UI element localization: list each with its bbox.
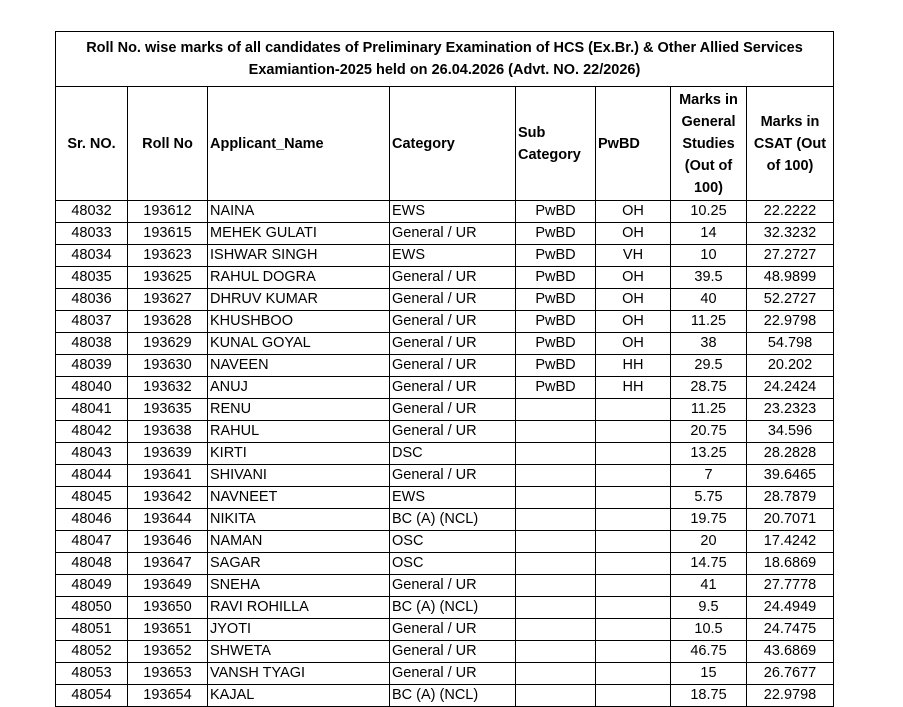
cell-marks-csat: 24.7475	[747, 619, 834, 641]
cell-marks-gs: 46.75	[671, 641, 747, 663]
col-header-marks-csat: Marks in CSAT (Out of 100)	[747, 87, 834, 201]
cell-roll-no: 193632	[128, 377, 208, 399]
cell-sub-category: PwBD	[516, 311, 596, 333]
cell-marks-csat: 52.2727	[747, 289, 834, 311]
col-header-marks-gs: Marks in General Studies (Out of 100)	[671, 87, 747, 201]
cell-sub-category	[516, 509, 596, 531]
cell-applicant-name: NAINA	[208, 201, 390, 223]
table-row	[56, 311, 834, 333]
cell-sub-category: PwBD	[516, 267, 596, 289]
cell-category: General / UR	[390, 465, 516, 487]
cell-roll-no: 193651	[128, 619, 208, 641]
cell-applicant-name: NIKITA	[208, 509, 390, 531]
cell-marks-csat: 20.7071	[747, 509, 834, 531]
cell-category: General / UR	[390, 289, 516, 311]
cell-sr-no: 48053	[56, 663, 128, 685]
table-row	[56, 443, 834, 465]
cell-marks-csat: 22.9798	[747, 685, 834, 707]
cell-roll-no: 193638	[128, 421, 208, 443]
table-row	[56, 487, 834, 509]
cell-sub-category	[516, 597, 596, 619]
cell-pwbd	[596, 487, 671, 509]
cell-marks-gs: 10	[671, 245, 747, 267]
cell-marks-csat: 22.2222	[747, 201, 834, 223]
cell-applicant-name: KAJAL	[208, 685, 390, 707]
col-header-applicant-name: Applicant_Name	[208, 87, 390, 201]
cell-sr-no: 48044	[56, 465, 128, 487]
cell-marks-csat: 48.9899	[747, 267, 834, 289]
cell-sub-category	[516, 663, 596, 685]
cell-sub-category: PwBD	[516, 289, 596, 311]
cell-applicant-name: RENU	[208, 399, 390, 421]
cell-pwbd	[596, 465, 671, 487]
cell-roll-no: 193623	[128, 245, 208, 267]
cell-sr-no: 48047	[56, 531, 128, 553]
cell-pwbd	[596, 597, 671, 619]
cell-marks-csat: 27.2727	[747, 245, 834, 267]
cell-category: OSC	[390, 553, 516, 575]
cell-marks-gs: 11.25	[671, 399, 747, 421]
cell-category: General / UR	[390, 311, 516, 333]
cell-sub-category	[516, 465, 596, 487]
cell-pwbd: HH	[596, 377, 671, 399]
cell-category: General / UR	[390, 377, 516, 399]
cell-pwbd: VH	[596, 245, 671, 267]
cell-applicant-name: ANUJ	[208, 377, 390, 399]
cell-roll-no: 193612	[128, 201, 208, 223]
cell-category: EWS	[390, 245, 516, 267]
cell-roll-no: 193644	[128, 509, 208, 531]
cell-sr-no: 48034	[56, 245, 128, 267]
cell-marks-csat: 27.7778	[747, 575, 834, 597]
cell-roll-no: 193653	[128, 663, 208, 685]
table-row	[56, 201, 834, 223]
cell-sub-category: PwBD	[516, 245, 596, 267]
cell-category: OSC	[390, 531, 516, 553]
cell-pwbd	[596, 641, 671, 663]
cell-marks-gs: 15	[671, 663, 747, 685]
cell-sr-no: 48049	[56, 575, 128, 597]
cell-pwbd	[596, 421, 671, 443]
cell-sr-no: 48038	[56, 333, 128, 355]
cell-applicant-name: SHIVANI	[208, 465, 390, 487]
cell-pwbd	[596, 619, 671, 641]
cell-applicant-name: JYOTI	[208, 619, 390, 641]
cell-sr-no: 48043	[56, 443, 128, 465]
cell-pwbd	[596, 399, 671, 421]
cell-sub-category: PwBD	[516, 223, 596, 245]
cell-sr-no: 48045	[56, 487, 128, 509]
col-header-roll-no: Roll No	[128, 87, 208, 201]
marks-table	[55, 31, 834, 707]
cell-roll-no: 193649	[128, 575, 208, 597]
cell-marks-csat: 34.596	[747, 421, 834, 443]
cell-category: General / UR	[390, 575, 516, 597]
table-row	[56, 575, 834, 597]
cell-applicant-name: NAMAN	[208, 531, 390, 553]
cell-marks-gs: 10.25	[671, 201, 747, 223]
cell-sr-no: 48040	[56, 377, 128, 399]
cell-sr-no: 48041	[56, 399, 128, 421]
table-row	[56, 421, 834, 443]
cell-roll-no: 193654	[128, 685, 208, 707]
col-header-sr-no: Sr. NO.	[56, 87, 128, 201]
cell-applicant-name: RAHUL	[208, 421, 390, 443]
cell-marks-gs: 28.75	[671, 377, 747, 399]
cell-applicant-name: ISHWAR SINGH	[208, 245, 390, 267]
table-row	[56, 509, 834, 531]
cell-category: BC (A) (NCL)	[390, 597, 516, 619]
cell-marks-gs: 41	[671, 575, 747, 597]
cell-sr-no: 48033	[56, 223, 128, 245]
cell-marks-csat: 26.7677	[747, 663, 834, 685]
cell-pwbd: OH	[596, 289, 671, 311]
cell-pwbd	[596, 575, 671, 597]
title-line-2: Examiantion-2025 held on 26.04.2026 (Advt. NO. 22/2026)	[248, 62, 641, 78]
col-header-category: Category	[390, 87, 516, 201]
table-row	[56, 377, 834, 399]
cell-pwbd: HH	[596, 355, 671, 377]
title-row	[56, 32, 834, 87]
cell-marks-gs: 40	[671, 289, 747, 311]
cell-roll-no: 193627	[128, 289, 208, 311]
cell-marks-gs: 18.75	[671, 685, 747, 707]
table-row	[56, 663, 834, 685]
cell-applicant-name: KHUSHBOO	[208, 311, 390, 333]
cell-sub-category: PwBD	[516, 355, 596, 377]
cell-sub-category	[516, 553, 596, 575]
cell-category: General / UR	[390, 267, 516, 289]
cell-sub-category	[516, 421, 596, 443]
cell-pwbd: OH	[596, 201, 671, 223]
cell-pwbd	[596, 509, 671, 531]
cell-applicant-name: SAGAR	[208, 553, 390, 575]
cell-pwbd	[596, 685, 671, 707]
header-row	[56, 87, 834, 201]
cell-roll-no: 193641	[128, 465, 208, 487]
cell-sub-category	[516, 641, 596, 663]
cell-category: General / UR	[390, 399, 516, 421]
cell-roll-no: 193629	[128, 333, 208, 355]
cell-category: General / UR	[390, 663, 516, 685]
cell-marks-csat: 39.6465	[747, 465, 834, 487]
cell-sr-no: 48032	[56, 201, 128, 223]
cell-category: General / UR	[390, 223, 516, 245]
cell-marks-gs: 7	[671, 465, 747, 487]
table-row	[56, 245, 834, 267]
table-row	[56, 289, 834, 311]
cell-marks-csat: 28.7879	[747, 487, 834, 509]
cell-marks-gs: 13.25	[671, 443, 747, 465]
cell-marks-csat: 24.2424	[747, 377, 834, 399]
cell-roll-no: 193635	[128, 399, 208, 421]
cell-roll-no: 193630	[128, 355, 208, 377]
cell-marks-csat: 23.2323	[747, 399, 834, 421]
cell-pwbd: OH	[596, 311, 671, 333]
cell-sub-category	[516, 685, 596, 707]
table-body	[56, 201, 834, 707]
cell-pwbd	[596, 663, 671, 685]
table-row	[56, 531, 834, 553]
cell-pwbd: OH	[596, 333, 671, 355]
cell-sub-category	[516, 399, 596, 421]
cell-marks-csat: 20.202	[747, 355, 834, 377]
cell-roll-no: 193639	[128, 443, 208, 465]
cell-category: BC (A) (NCL)	[390, 685, 516, 707]
cell-marks-gs: 19.75	[671, 509, 747, 531]
table-row	[56, 399, 834, 421]
cell-sub-category	[516, 443, 596, 465]
cell-marks-csat: 18.6869	[747, 553, 834, 575]
cell-roll-no: 193650	[128, 597, 208, 619]
cell-roll-no: 193615	[128, 223, 208, 245]
cell-marks-gs: 14	[671, 223, 747, 245]
cell-sr-no: 48036	[56, 289, 128, 311]
cell-roll-no: 193652	[128, 641, 208, 663]
cell-sub-category	[516, 487, 596, 509]
page-title	[56, 32, 834, 87]
cell-pwbd	[596, 443, 671, 465]
cell-applicant-name: NAVEEN	[208, 355, 390, 377]
cell-sub-category: PwBD	[516, 333, 596, 355]
cell-sr-no: 48037	[56, 311, 128, 333]
cell-applicant-name: NAVNEET	[208, 487, 390, 509]
cell-sr-no: 48051	[56, 619, 128, 641]
cell-roll-no: 193625	[128, 267, 208, 289]
cell-applicant-name: KUNAL GOYAL	[208, 333, 390, 355]
marks-sheet	[55, 31, 834, 707]
cell-pwbd: OH	[596, 267, 671, 289]
cell-category: EWS	[390, 201, 516, 223]
cell-sr-no: 48035	[56, 267, 128, 289]
cell-marks-gs: 14.75	[671, 553, 747, 575]
cell-roll-no: 193628	[128, 311, 208, 333]
col-header-sub-category: Sub Category	[516, 87, 596, 201]
table-row	[56, 267, 834, 289]
table-row	[56, 465, 834, 487]
cell-applicant-name: DHRUV KUMAR	[208, 289, 390, 311]
cell-marks-gs: 10.5	[671, 619, 747, 641]
cell-marks-csat: 54.798	[747, 333, 834, 355]
cell-applicant-name: KIRTI	[208, 443, 390, 465]
cell-applicant-name: SHWETA	[208, 641, 390, 663]
table-row	[56, 553, 834, 575]
cell-marks-csat: 24.4949	[747, 597, 834, 619]
cell-marks-gs: 9.5	[671, 597, 747, 619]
table-row	[56, 355, 834, 377]
cell-marks-csat: 43.6869	[747, 641, 834, 663]
table-row	[56, 223, 834, 245]
cell-pwbd	[596, 531, 671, 553]
cell-marks-gs: 29.5	[671, 355, 747, 377]
cell-sub-category	[516, 619, 596, 641]
cell-marks-csat: 22.9798	[747, 311, 834, 333]
cell-applicant-name: VANSH TYAGI	[208, 663, 390, 685]
cell-sub-category: PwBD	[516, 201, 596, 223]
cell-marks-csat: 28.2828	[747, 443, 834, 465]
cell-category: General / UR	[390, 421, 516, 443]
cell-pwbd	[596, 553, 671, 575]
table-row	[56, 685, 834, 707]
cell-category: General / UR	[390, 641, 516, 663]
cell-marks-gs: 39.5	[671, 267, 747, 289]
cell-category: BC (A) (NCL)	[390, 509, 516, 531]
table-row	[56, 619, 834, 641]
cell-sub-category	[516, 575, 596, 597]
cell-sr-no: 48052	[56, 641, 128, 663]
cell-marks-gs: 38	[671, 333, 747, 355]
title-line-1: Roll No. wise marks of all candidates of Preliminary Examination of HCS (Ex.Br.) & Other Allied Services	[86, 40, 803, 56]
table-row	[56, 333, 834, 355]
cell-applicant-name: MEHEK GULATI	[208, 223, 390, 245]
cell-roll-no: 193646	[128, 531, 208, 553]
cell-marks-csat: 32.3232	[747, 223, 834, 245]
col-header-pwbd: PwBD	[596, 87, 671, 201]
cell-marks-gs: 11.25	[671, 311, 747, 333]
cell-applicant-name: RAVI ROHILLA	[208, 597, 390, 619]
cell-sr-no: 48054	[56, 685, 128, 707]
cell-category: DSC	[390, 443, 516, 465]
cell-category: General / UR	[390, 355, 516, 377]
cell-sr-no: 48048	[56, 553, 128, 575]
cell-roll-no: 193642	[128, 487, 208, 509]
cell-category: General / UR	[390, 619, 516, 641]
cell-sr-no: 48046	[56, 509, 128, 531]
cell-category: EWS	[390, 487, 516, 509]
cell-sr-no: 48039	[56, 355, 128, 377]
cell-category: General / UR	[390, 333, 516, 355]
cell-sub-category	[516, 531, 596, 553]
cell-sr-no: 48050	[56, 597, 128, 619]
cell-marks-csat: 17.4242	[747, 531, 834, 553]
cell-applicant-name: RAHUL DOGRA	[208, 267, 390, 289]
table-row	[56, 641, 834, 663]
cell-marks-gs: 5.75	[671, 487, 747, 509]
cell-marks-gs: 20	[671, 531, 747, 553]
cell-roll-no: 193647	[128, 553, 208, 575]
cell-pwbd: OH	[596, 223, 671, 245]
cell-sr-no: 48042	[56, 421, 128, 443]
cell-sub-category: PwBD	[516, 377, 596, 399]
table-row	[56, 597, 834, 619]
cell-applicant-name: SNEHA	[208, 575, 390, 597]
cell-marks-gs: 20.75	[671, 421, 747, 443]
